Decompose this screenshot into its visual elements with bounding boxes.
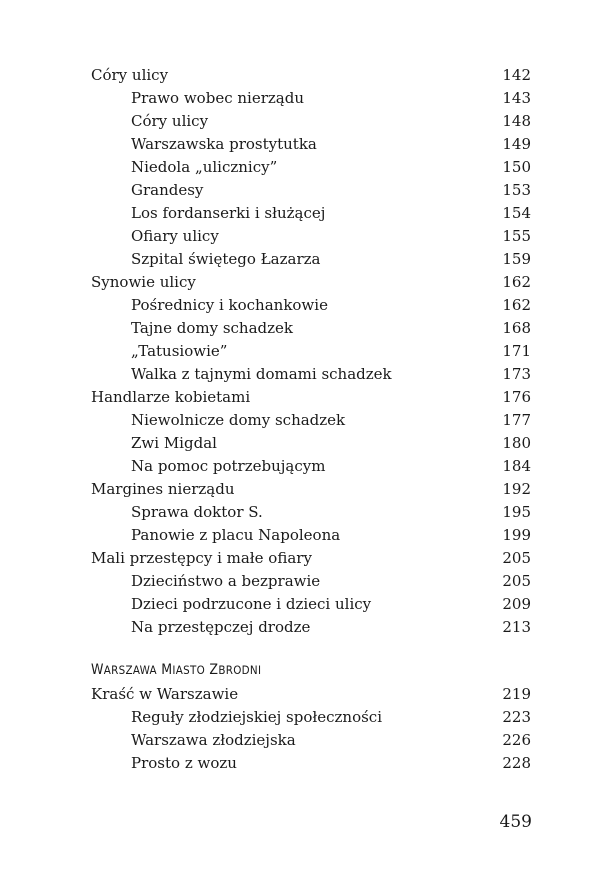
- section-heading: [91, 660, 261, 680]
- toc-entry-title: Margines nierządu: [91, 480, 235, 498]
- toc-entry-page: 162: [502, 296, 531, 314]
- toc-entry-title: Na pomoc potrzebującym: [131, 457, 326, 475]
- toc-entry-page: 228: [502, 754, 531, 772]
- toc-entry-page: 171: [502, 342, 531, 360]
- toc-entry: [91, 547, 531, 570]
- toc-entry-page: 176: [502, 388, 531, 406]
- toc-subentry: [91, 248, 531, 271]
- toc-entry-page: 154: [502, 204, 531, 222]
- toc-entry-title: Niewolnicze domy schadzek: [131, 411, 346, 429]
- toc-entry-page: 205: [502, 549, 531, 567]
- toc-entry-title: Prawo wobec nierządu: [131, 89, 304, 107]
- toc-entry-page: 180: [502, 434, 531, 452]
- toc-subentry: [91, 156, 531, 179]
- toc-subentry: [91, 225, 531, 248]
- toc-entry-page: 153: [502, 181, 531, 199]
- toc-entry-title: Kraść w Warszawie: [91, 685, 239, 703]
- toc-entry-page: 219: [502, 685, 531, 703]
- toc-entry-page: 184: [502, 457, 531, 475]
- toc-entry-page: 205: [502, 572, 531, 590]
- toc-entry-page: 168: [502, 319, 531, 337]
- toc-entry-title: Tajne domy schadzek: [131, 319, 294, 337]
- toc-list-part1: [91, 64, 531, 639]
- toc-entry-title: Warszawa złodziejska: [131, 731, 296, 749]
- toc-entry-title: Sprawa doktor S.: [131, 503, 263, 521]
- toc-entry-page: 159: [502, 250, 531, 268]
- toc-subentry: [91, 110, 531, 133]
- toc-subentry: [91, 593, 531, 616]
- toc-entry-page: 209: [502, 595, 531, 613]
- toc-entry-title: Walka z tajnymi domami schadzek: [131, 365, 392, 383]
- toc-entry-title: Panowie z placu Napoleona: [131, 526, 341, 544]
- toc-subentry: [91, 570, 531, 593]
- toc-subentry: [91, 752, 531, 775]
- toc-entry-page: 155: [502, 227, 531, 245]
- toc-subentry: [91, 340, 531, 363]
- toc-entry-title: Reguły złodziejskiej społeczności: [131, 708, 383, 726]
- section-heading-text: WARSZAWA MIASTO ZBRODNI: [91, 662, 262, 678]
- toc-subentry: [91, 409, 531, 432]
- toc-subentry: [91, 455, 531, 478]
- toc-entry-title: Synowie ulicy: [91, 273, 196, 291]
- toc-subentry: [91, 363, 531, 386]
- toc-entry-title: Grandesy: [131, 181, 204, 199]
- toc-subentry: [91, 133, 531, 156]
- toc-entry-title: Warszawska prostytutka: [131, 135, 317, 153]
- toc-entry-page: 148: [502, 112, 531, 130]
- toc-entry-page: 149: [502, 135, 531, 153]
- toc-subentry: [91, 179, 531, 202]
- toc-entry-title: Córy ulicy: [91, 66, 169, 84]
- toc-entry-page: 173: [502, 365, 531, 383]
- toc-entry-title: Pośrednicy i kochankowie: [131, 296, 328, 314]
- toc-entry-title: Los fordanserki i służącej: [131, 204, 326, 222]
- toc-entry-title: Ofiary ulicy: [131, 227, 219, 245]
- toc-entry-title: Córy ulicy: [131, 112, 209, 130]
- toc-list-part2: [91, 683, 531, 775]
- toc-subentry: [91, 616, 531, 639]
- toc-subentry: [91, 729, 531, 752]
- toc-subentry: [91, 294, 531, 317]
- toc-entry-page: 192: [502, 480, 531, 498]
- toc-entry-page: 195: [502, 503, 531, 521]
- toc-subentry: [91, 202, 531, 225]
- toc-subentry: [91, 432, 531, 455]
- toc-entry-title: Zwi Migdal: [131, 434, 217, 452]
- toc-entry-title: Na przestępczej drodze: [131, 618, 311, 636]
- page-number: 459: [499, 812, 532, 832]
- toc-entry-title: Dzieci podrzucone i dzieci ulicy: [131, 595, 372, 613]
- toc-entry-title: Mali przestępcy i małe ofiary: [91, 549, 312, 567]
- toc-entry: [91, 64, 531, 87]
- toc-entry-title: Handlarze kobietami: [91, 388, 251, 406]
- toc-entry-page: 150: [502, 158, 531, 176]
- toc-entry-title: Prosto z wozu: [131, 754, 237, 772]
- toc-subentry: [91, 706, 531, 729]
- toc-entry-page: 223: [502, 708, 531, 726]
- toc-entry-page: 142: [502, 66, 531, 84]
- toc-entry: [91, 478, 531, 501]
- toc-entry-page: 213: [502, 618, 531, 636]
- toc-entry: [91, 683, 531, 706]
- toc-entry-page: 226: [502, 731, 531, 749]
- toc-subentry: [91, 87, 531, 110]
- toc-entry-page: 162: [502, 273, 531, 291]
- toc-entry-title: „Tatusiowie”: [131, 342, 228, 360]
- toc-entry-page: 177: [502, 411, 531, 429]
- toc-entry-title: Niedola „ulicznicy”: [131, 158, 278, 176]
- toc-entry: [91, 271, 531, 294]
- toc-entry-page: 143: [502, 89, 531, 107]
- toc-entry-title: Szpital świętego Łazarza: [131, 250, 321, 268]
- toc-entry-title: Dzieciństwo a bezprawie: [131, 572, 321, 590]
- toc-subentry: [91, 501, 531, 524]
- toc-entry-page: 199: [502, 526, 531, 544]
- toc-entry: [91, 386, 531, 409]
- toc-subentry: [91, 524, 531, 547]
- toc-subentry: [91, 317, 531, 340]
